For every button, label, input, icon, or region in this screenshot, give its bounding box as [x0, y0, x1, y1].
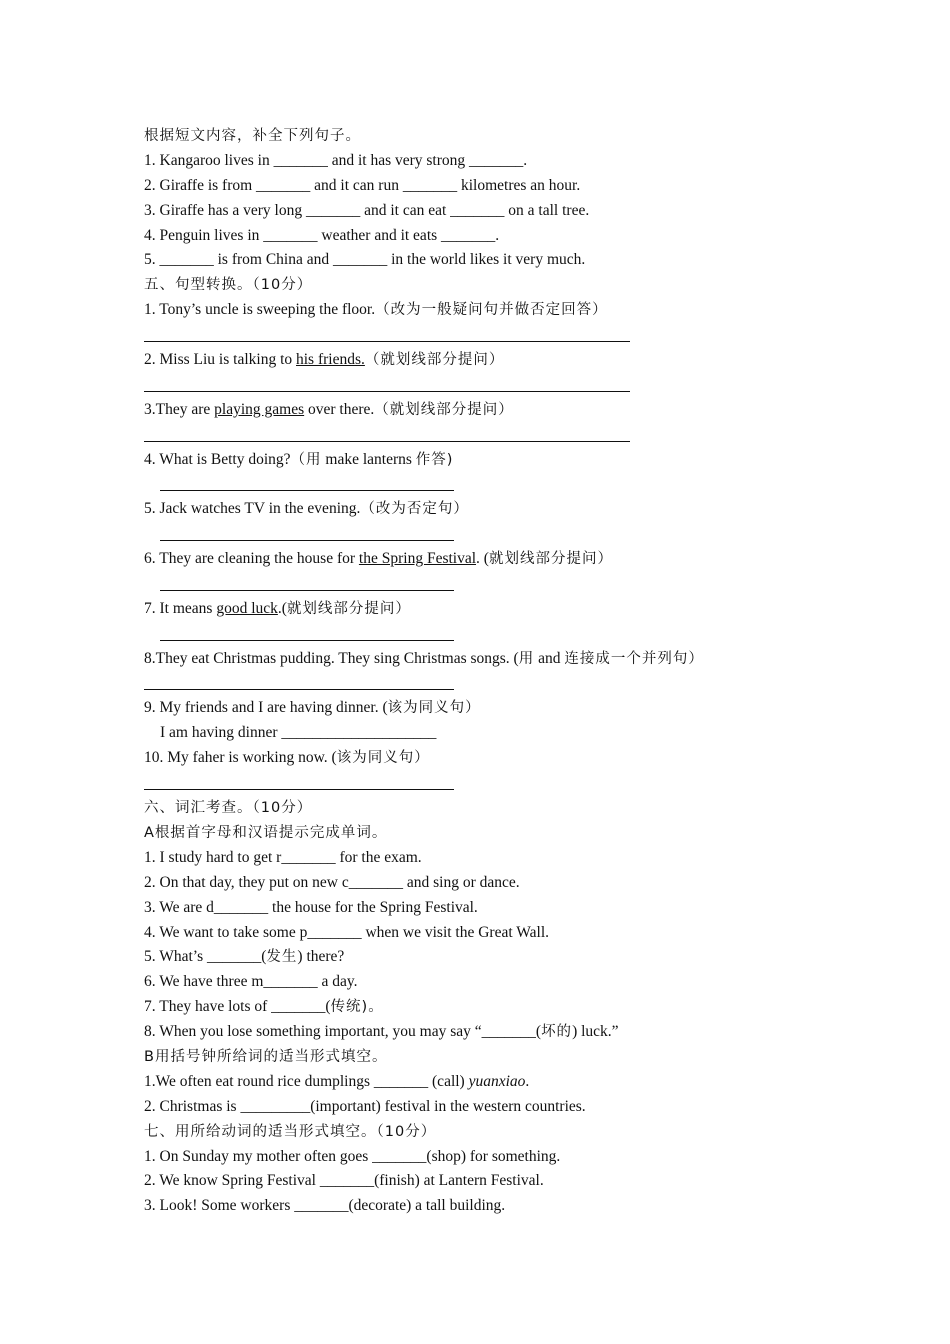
- answer-line[interactable]: [144, 323, 844, 348]
- vocab-b-item: 1.We often eat round rice dumplings _______ (call) yuanxiao.: [144, 1072, 530, 1090]
- vocab-item: 2. On that day, they put on new c_______ and sing or dance.: [144, 873, 520, 891]
- underlined-phrase: good luck: [216, 599, 278, 617]
- verb-item: 2. We know Spring Festival _______(finish) at Lantern Festival.: [144, 1172, 544, 1190]
- section7-heading: 七、用所给动词的适当形式填空。（10分）: [144, 1123, 437, 1140]
- vocab-b-item: 2. Christmas is _________(important) festival in the western countries.: [144, 1097, 586, 1115]
- answer-line[interactable]: [144, 622, 844, 647]
- vocab-item: 8. When you lose something important, you may say “_______(坏的) luck.”: [144, 1023, 619, 1041]
- reading-item: 5. _______ is from China and _______ in the world likes it very much.: [144, 251, 586, 269]
- answer-line[interactable]: [144, 522, 844, 547]
- answer-line[interactable]: [144, 572, 844, 597]
- answer-line[interactable]: [144, 373, 844, 398]
- s5-question-1: 1. Tony’s uncle is sweeping the floor.（改为一般疑问句并做否定回答）: [144, 301, 608, 319]
- section6-part-b: B用括号钟所给词的适当形式填空。: [144, 1048, 388, 1065]
- section6-part-a: A根据首字母和汉语提示完成单词。: [144, 824, 388, 841]
- underlined-phrase: playing games: [214, 400, 305, 418]
- answer-line[interactable]: [144, 423, 844, 448]
- reading-item: 3. Giraffe has a very long _______ and it can eat _______ on a tall tree.: [144, 201, 590, 219]
- underlined-phrase: his friends.: [296, 351, 365, 369]
- vocab-item: 1. I study hard to get r_______ for the exam.: [144, 848, 422, 866]
- s5-question-6: 6. They are cleaning the house for the Spring Festival. (就划线部分提问）: [144, 550, 613, 568]
- s5-question-2: 2. Miss Liu is talking to his friends.（就划线部分提问）: [144, 351, 505, 369]
- vocab-item: 7. They have lots of _______(传统)。: [144, 998, 384, 1016]
- answer-line[interactable]: [144, 771, 844, 796]
- vocab-item: 5. What’s _______(发生) there?: [144, 948, 345, 966]
- section6-heading: 六、词汇考查。（10分）: [144, 800, 313, 817]
- s5-question-4: 4. What is Betty doing?（用 make lanterns 作答): [144, 450, 454, 468]
- answer-line[interactable]: [144, 672, 844, 697]
- s5-question-8: 8.They eat Christmas pudding. They sing Christmas songs. (用 and 连接成一个并列句）: [144, 649, 704, 667]
- s5-question-10: 10. My faher is working now. (该为同义句）: [144, 749, 430, 767]
- vocab-item: 6. We have three m_______ a day.: [144, 973, 358, 991]
- underlined-phrase: the Spring Festival: [358, 550, 477, 568]
- s5-question-5: 5. Jack watches TV in the evening.（改为否定句）: [144, 500, 469, 518]
- answer-line[interactable]: [144, 472, 844, 497]
- reading-heading: 根据短文内容，补全下列句子。: [144, 128, 361, 144]
- reading-item: 1. Kangaroo lives in _______ and it has very strong _______.: [144, 151, 528, 169]
- vocab-item: 3. We are d_______ the house for the Spring Festival.: [144, 898, 478, 916]
- verb-item: 1. On Sunday my mother often goes _______(shop) for something.: [144, 1147, 561, 1165]
- verb-item: 3. Look! Some workers _______(decorate) a tall building.: [144, 1197, 506, 1215]
- section5-heading: 五、句型转换。（10分）: [144, 277, 313, 294]
- s5-question-3: 3.They are playing games over there.（就划线部分提问）: [144, 400, 514, 418]
- reading-item: 2. Giraffe is from _______ and it can run _______ kilometres an hour.: [144, 176, 581, 194]
- vocab-item: 4. We want to take some p_______ when we visit the Great Wall.: [144, 923, 550, 941]
- reading-item: 4. Penguin lives in _______ weather and it eats _______.: [144, 226, 500, 244]
- s5-question-9-answer[interactable]: I am having dinner ____________________: [160, 724, 437, 742]
- s5-question-9: 9. My friends and I are having dinner. (该为同义句）: [144, 699, 481, 717]
- worksheet-page: [144, 124, 844, 1219]
- s5-question-7: 7. It means good luck.(就划线部分提问）: [144, 599, 411, 617]
